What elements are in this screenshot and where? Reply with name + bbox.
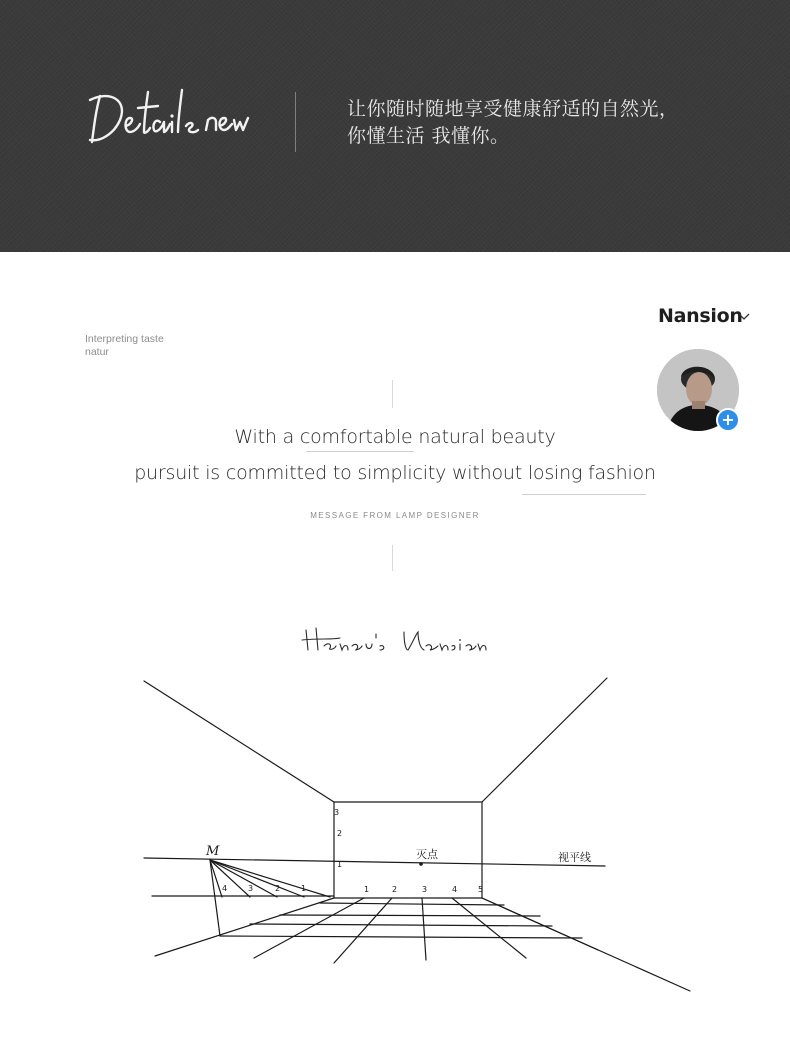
- details-new-logo: [86, 86, 256, 150]
- floor-tick-5: 5: [478, 885, 484, 894]
- left-tick-1: 1: [301, 884, 307, 893]
- divider-line-top: [392, 380, 393, 408]
- floor-tick-2: 2: [392, 885, 398, 894]
- perspective-sketch: [130, 668, 700, 998]
- sketch-label-vanishing-point: 灭点: [416, 848, 438, 861]
- floor-tick-1: 1: [364, 885, 370, 894]
- left-tick-3: 3: [248, 884, 254, 893]
- wall-tick-2: 2: [337, 829, 343, 838]
- wall-tick-1: 1: [337, 860, 343, 869]
- sketch-label-m: M: [206, 844, 220, 859]
- side-caption-line2: natur: [85, 346, 109, 358]
- header-banner: [0, 0, 790, 252]
- banner-slogan-line1: 让你随时随地享受健康舒适的自然光，: [347, 98, 679, 120]
- left-tick-2: 2: [275, 884, 281, 893]
- divider-line-bottom: [392, 545, 393, 571]
- banner-divider: [295, 92, 296, 152]
- underline-accent-2: [522, 494, 646, 495]
- banner-slogan-line2: 你懂生活 我懂你。: [347, 125, 510, 147]
- side-caption: [85, 333, 164, 359]
- banner-slogan: [347, 96, 679, 150]
- designer-label: MESSAGE FROM LAMP DESIGNER: [310, 511, 480, 520]
- floor-tick-4: 4: [452, 885, 458, 894]
- signature-honous-nansion: [300, 622, 490, 656]
- chevron-down-icon[interactable]: [738, 313, 750, 321]
- wall-tick-3: 3: [334, 808, 340, 817]
- sketch-label-horizon: 视平线: [558, 851, 591, 864]
- underline-accent-1: [306, 451, 414, 452]
- profile-name[interactable]: Nansion: [658, 305, 743, 327]
- side-caption-line1: Interpreting taste: [85, 333, 164, 345]
- left-tick-4: 4: [222, 884, 228, 893]
- floor-tick-3: 3: [422, 885, 428, 894]
- message-line2: pursuit is committed to simplicity without losing fashion: [134, 462, 656, 484]
- message-line1: With a comfortable natural beauty: [234, 426, 556, 448]
- follow-button[interactable]: +: [716, 408, 740, 432]
